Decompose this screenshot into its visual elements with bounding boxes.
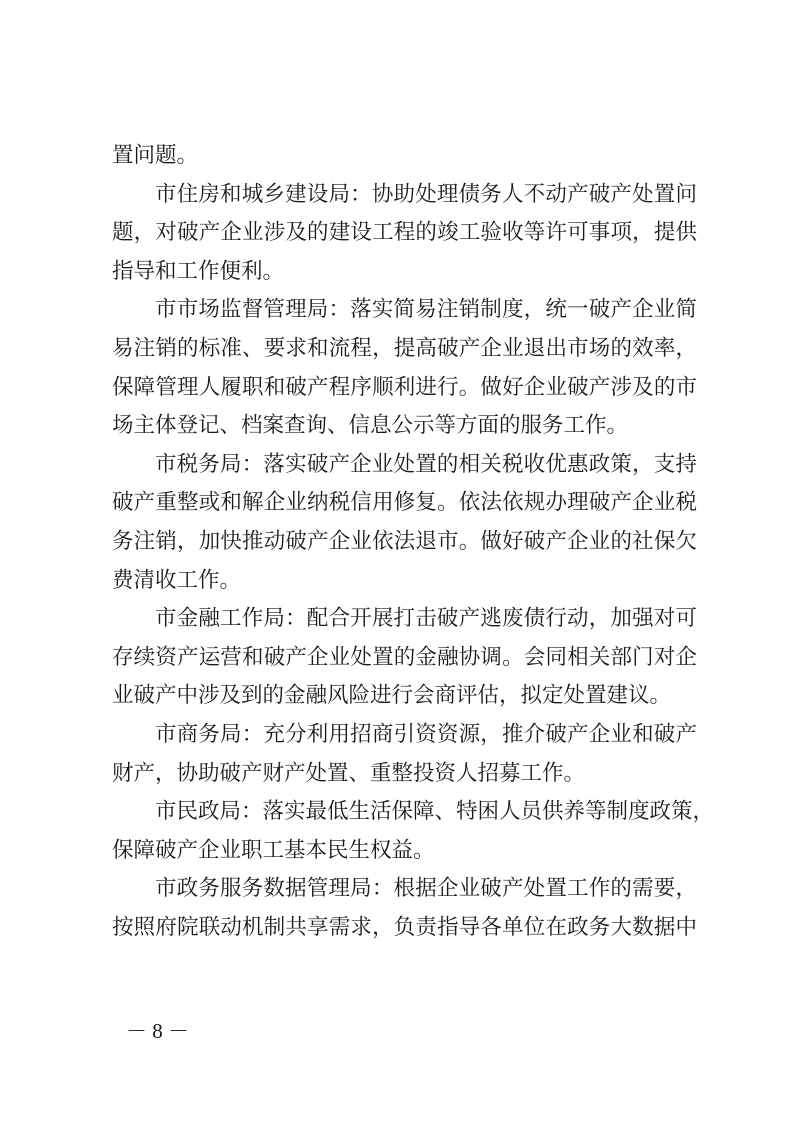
page-number: － 8 － (126, 1019, 189, 1043)
body-text (112, 137, 715, 947)
text-line: 市商务局：充分利用招商引资资源，推介破产企业和破产 (155, 721, 697, 747)
text-line: 保障管理人履职和破产程序顺利进行。做好企业破产涉及的市 (112, 374, 697, 400)
text-line: 市政务服务数据管理局：根据企业破产处置工作的需要， (155, 876, 697, 902)
text-line: 保障破产企业职工基本民生权益。 (112, 837, 435, 863)
text-line: 市金融工作局：配合开展打击破产逃废债行动，加强对可 (155, 606, 697, 632)
text-line: 务注销，加快推动破产企业依法退市。做好破产企业的社保欠 (112, 528, 697, 554)
text-line: 市住房和城乡建设局：协助处理债务人不动产破产处置问 (155, 181, 697, 207)
text-line: 业破产中涉及到的金融风险进行会商评估，拟定处置建议。 (112, 683, 672, 709)
text-line: 市市场监督管理局：落实简易注销制度，统一破产企业简 (155, 297, 697, 323)
text-line: 题，对破产企业涉及的建设工程的竣工验收等许可事项，提供 (112, 220, 697, 246)
text-line: 破产重整或和解企业纳税信用修复。依法依规办理破产企业税 (112, 490, 697, 516)
text-line: 按照府院联动机制共享需求，负责指导各单位在政务大数据中 (112, 914, 697, 940)
text-line: 市民政局：落实最低生活保障、特困人员供养等制度政策， (155, 799, 715, 825)
text-line: 场主体登记、档案查询、信息公示等方面的服务工作。 (112, 413, 629, 439)
text-line: 指导和工作便利。 (112, 258, 285, 284)
text-line: 财产，协助破产财产处置、重整投资人招募工作。 (112, 760, 586, 786)
text-line: 市税务局：落实破产企业处置的相关税收优惠政策，支持 (155, 451, 697, 477)
text-line: 存续资产运营和破产企业处置的金融协调。会同相关部门对企 (112, 644, 697, 670)
text-line: 易注销的标准、要求和流程，提高破产企业退出市场的效率， (112, 335, 697, 361)
text-line: 费清收工作。 (112, 567, 242, 593)
text-line: 置问题。 (112, 143, 199, 168)
